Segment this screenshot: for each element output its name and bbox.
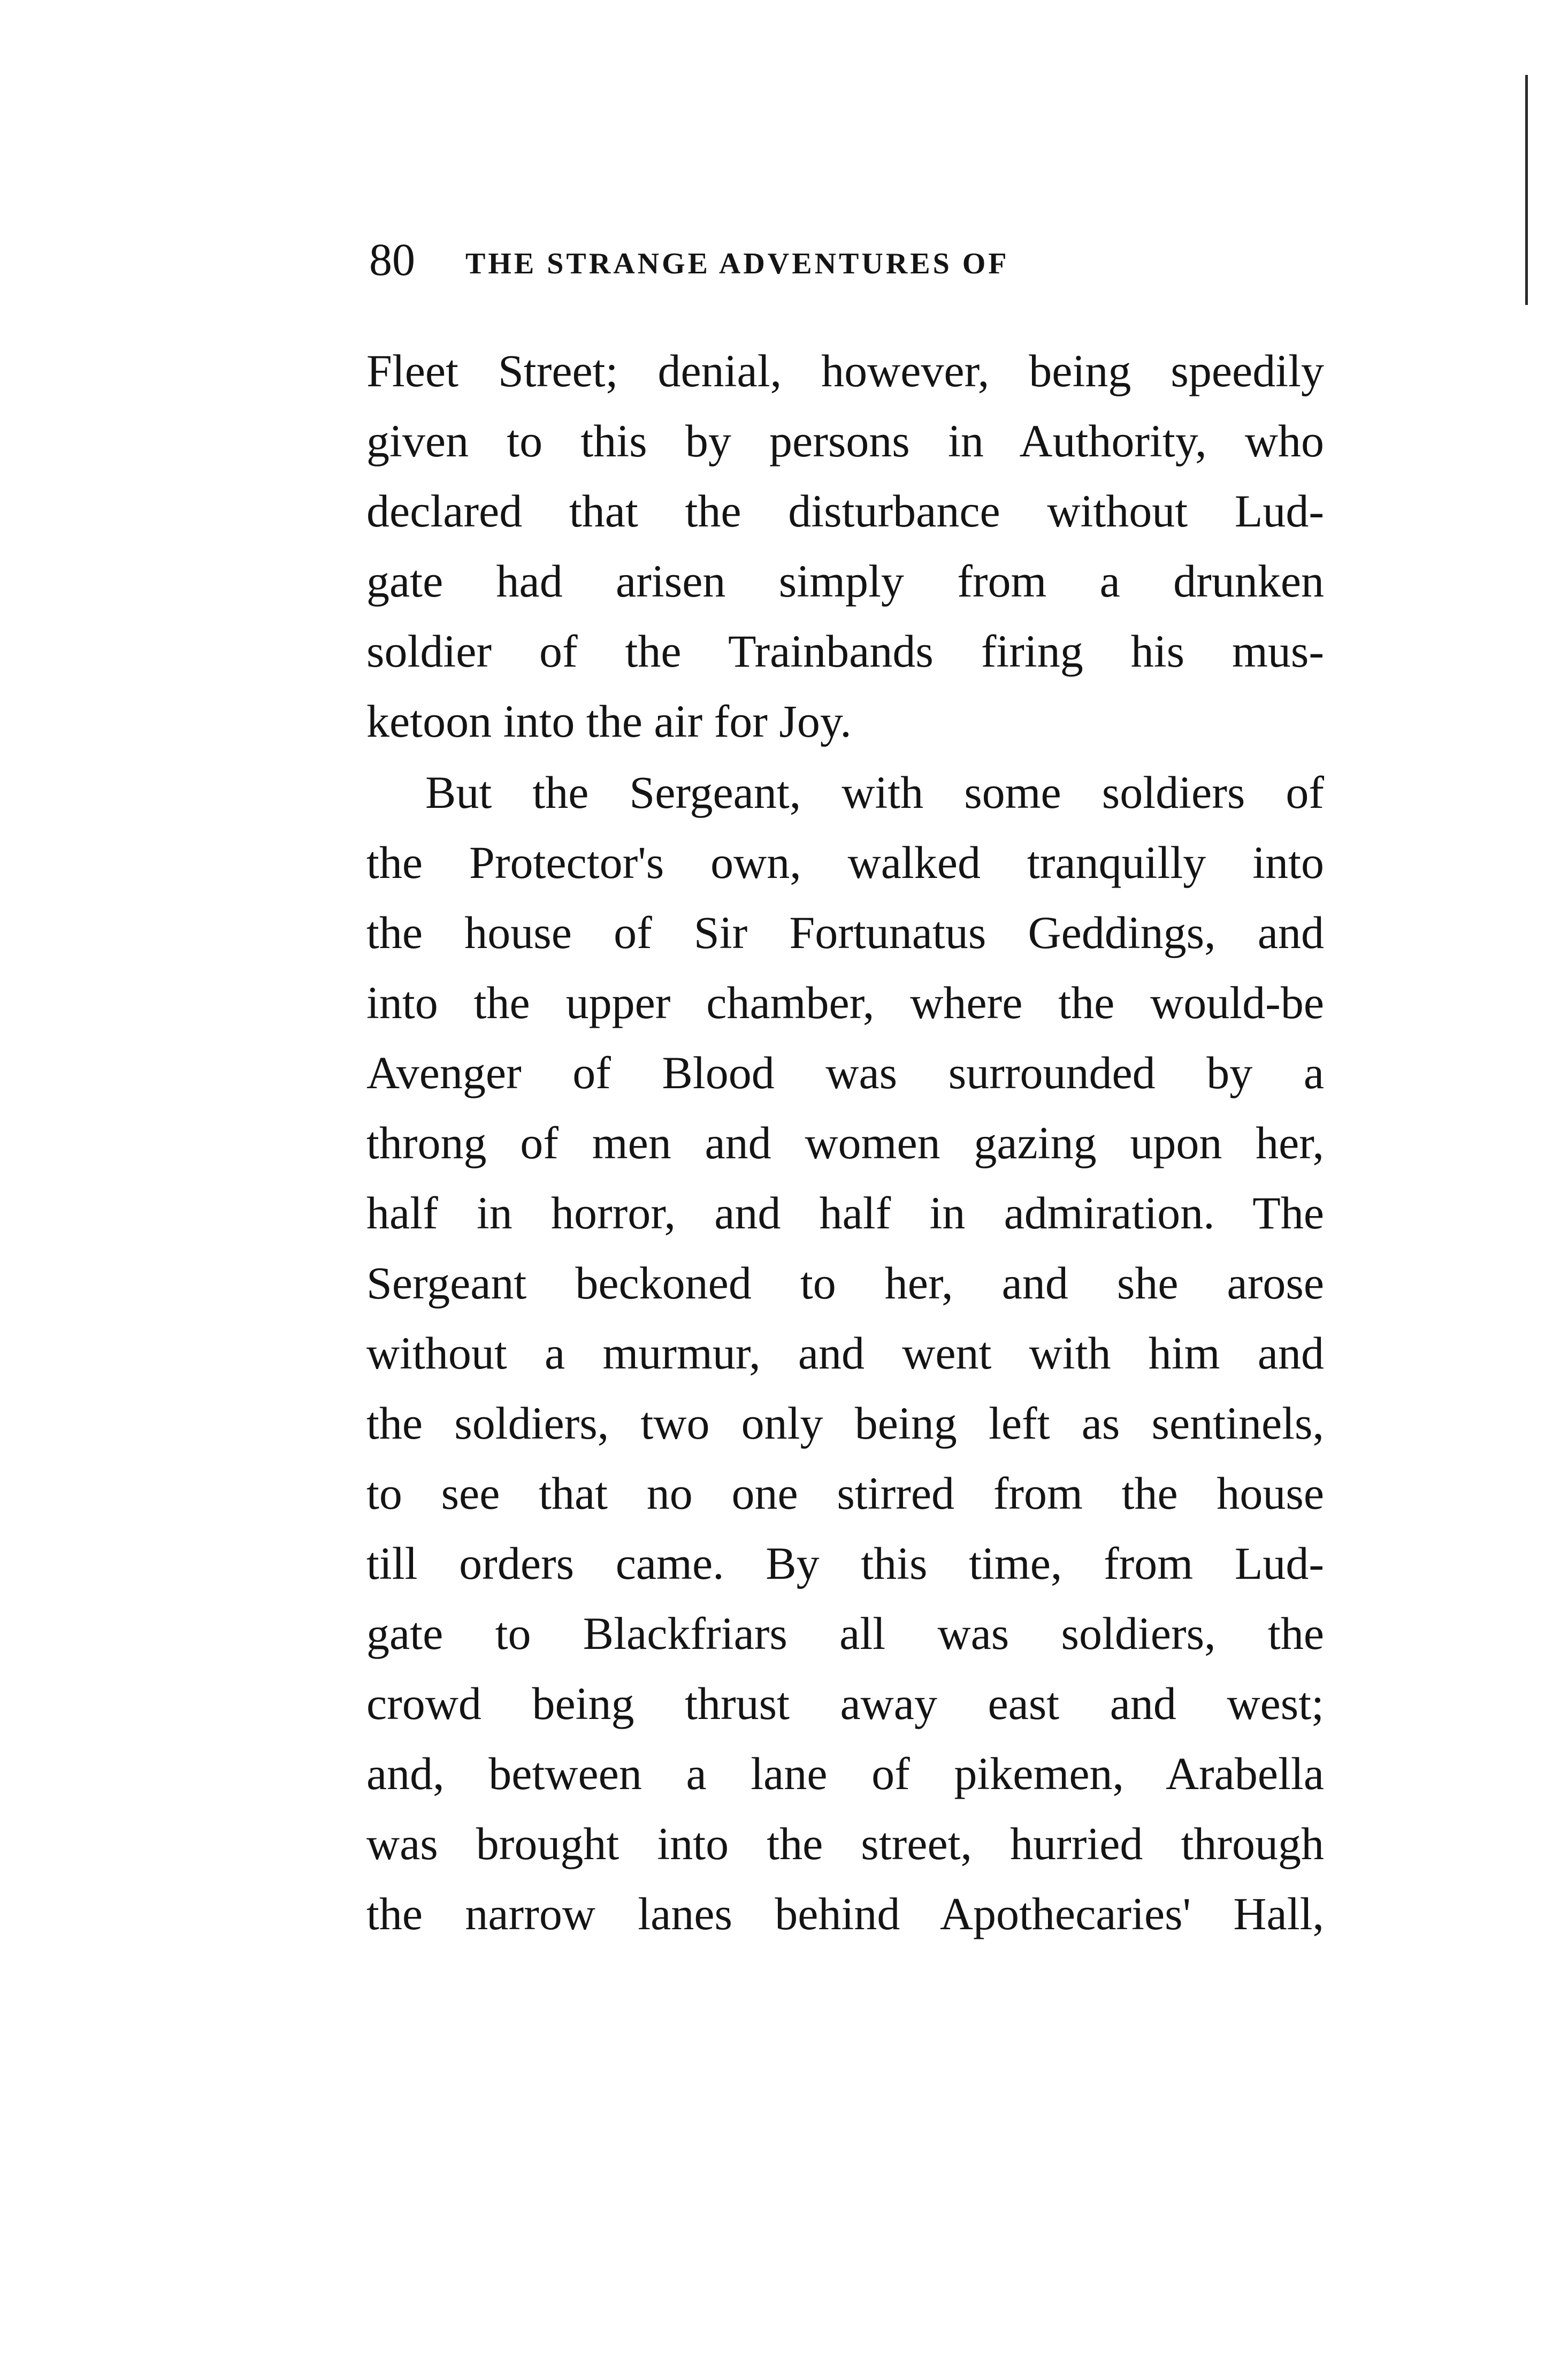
text-line: Sergeant beckoned to her, and she arose (366, 1257, 1324, 1309)
paragraph-2 (366, 758, 1324, 1949)
text-line: But the Sergeant, with some soldiers of (425, 767, 1324, 818)
text-line: and, between a lane of pikemen, Arabella (366, 1748, 1324, 1799)
text-line: declared that the disturbance without Lud- (366, 485, 1324, 537)
text-line: till orders came. By this time, from Lud- (366, 1538, 1324, 1589)
text-line: the soldiers, two only being left as sentinels, (366, 1397, 1324, 1449)
text-line: without a murmur, and went with him and (366, 1327, 1324, 1379)
paragraph-1 (366, 336, 1324, 756)
text-line: gate to Blackfriars all was soldiers, the (366, 1608, 1324, 1659)
page-header (369, 230, 1332, 289)
text-line: half in horror, and half in admiration. The (366, 1187, 1324, 1239)
text-line: gate had arisen simply from a drunken (366, 555, 1324, 607)
text-line: the narrow lanes behind Apothecaries' Hall, (366, 1888, 1324, 1939)
text-line: into the upper chamber, where the would-be (366, 977, 1324, 1028)
running-title: THE STRANGE ADVENTURES OF (465, 247, 1009, 280)
text-line: soldier of the Trainbands firing his mus- (366, 625, 1324, 677)
page-number: 80 (369, 234, 415, 285)
text-line: Avenger of Blood was surrounded by a (366, 1047, 1324, 1098)
text-line: given to this by persons in Authority, who (366, 415, 1324, 467)
text-line: throng of men and women gazing upon her, (366, 1117, 1324, 1168)
body-text (366, 336, 1324, 1949)
text-line: ketoon into the air for Joy. (366, 696, 852, 747)
text-line: crowd being thrust away east and west; (366, 1678, 1324, 1729)
text-line: was brought into the street, hurried through (366, 1818, 1324, 1869)
page-edge-line (1525, 75, 1528, 305)
text-line: to see that no one stirred from the house (366, 1468, 1324, 1519)
text-line: Fleet Street; denial, however, being speedily (366, 345, 1324, 396)
text-line: the Protector's own, walked tranquilly into (366, 837, 1324, 888)
text-line: the house of Sir Fortunatus Geddings, and (366, 907, 1324, 958)
